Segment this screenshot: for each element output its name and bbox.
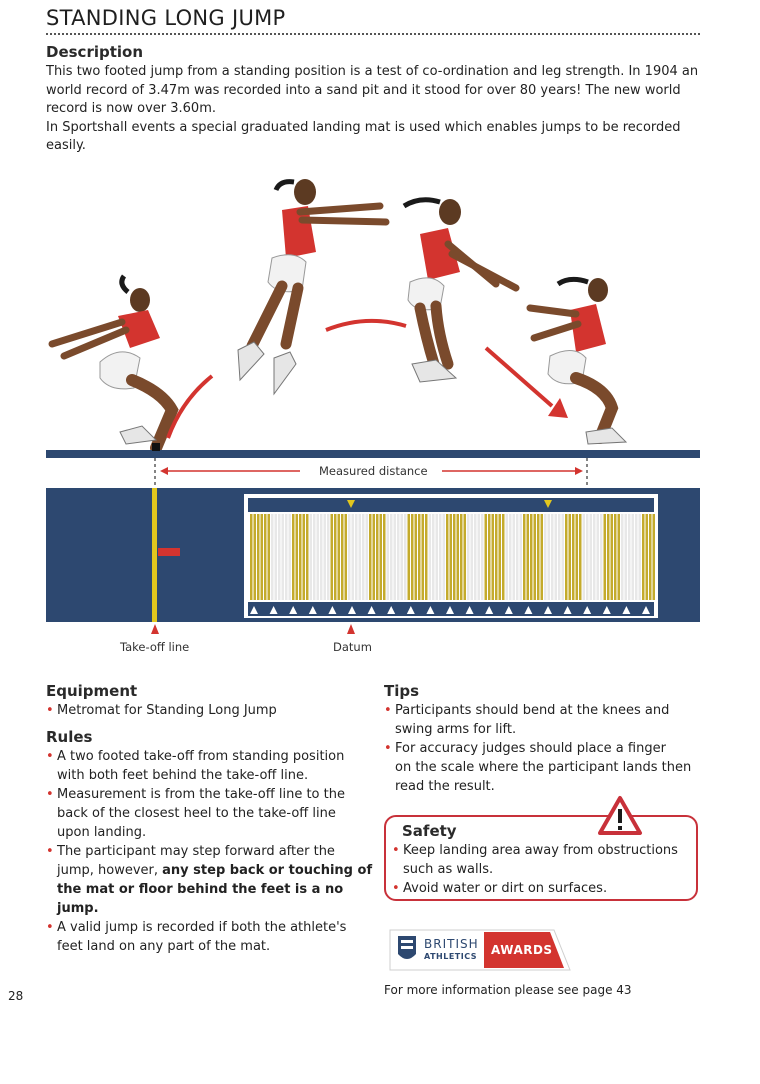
- rule-line: [57, 861, 376, 880]
- british-athletics-awards-logo: [388, 928, 572, 972]
- flight-arrow-head: [548, 398, 568, 418]
- equipment-item: • Metromat for Standing Long Jump: [46, 701, 366, 720]
- floor-line: [46, 450, 700, 458]
- tip-line: • For accuracy judges should place a finger: [395, 741, 666, 756]
- rule-item: [46, 918, 376, 956]
- tip-item: [384, 739, 700, 796]
- logo-british: BRITISH: [424, 937, 479, 951]
- rule-item: [46, 842, 376, 918]
- tip-line: on the scale where the participant lands then: [395, 760, 692, 775]
- rule-line: with both feet behind the take-off line.: [57, 768, 309, 783]
- description-text: [46, 63, 706, 156]
- equipment-list: [46, 701, 366, 720]
- equipment-heading: Equipment: [46, 682, 138, 700]
- description-line: record is now over 3.60m.: [46, 101, 216, 116]
- rule-text: jump, however,: [57, 863, 163, 878]
- measured-distance-label: Measured distance: [319, 464, 428, 478]
- takeoff-line-marker: [152, 488, 157, 622]
- takeoff-pointer: [151, 624, 159, 634]
- logo-athletics: ATHLETICS: [424, 952, 477, 961]
- tips-heading: Tips: [384, 682, 420, 700]
- page-title: STANDING LONG JUMP: [46, 6, 286, 30]
- safety-item: [392, 879, 692, 898]
- more-info-text: For more information please see page 43: [384, 983, 632, 997]
- athlete-descent-figure: [404, 199, 516, 382]
- tip-line: • Participants should bend at the knees and: [395, 703, 670, 718]
- logo-awards: AWARDS: [491, 943, 553, 957]
- takeoff-block: [152, 443, 160, 451]
- rule-item: [46, 785, 376, 842]
- athlete-flight-figure: [238, 179, 386, 394]
- rule-line: feet land on any part of the mat.: [57, 939, 271, 954]
- datum-label: Datum: [333, 640, 372, 654]
- safety-line: • Avoid water or dirt on surfaces.: [403, 881, 608, 896]
- rules-list: [46, 747, 376, 956]
- warning-icon: [597, 795, 643, 837]
- flight-arc-end: [486, 348, 552, 406]
- description-line: world record of 3.47m was recorded into a sand pit and it stood for over 80 years! The new world: [46, 82, 681, 98]
- description-heading: Description: [46, 43, 144, 61]
- safety-line: • Keep landing area away from obstructions: [403, 843, 678, 858]
- athlete-crouch-figure: [52, 276, 172, 448]
- safety-list: [392, 841, 692, 898]
- rule-line: • A valid jump is recorded if both the athlete's: [57, 920, 347, 935]
- page-number: 28: [8, 989, 24, 1003]
- flight-arc-top: [326, 321, 406, 330]
- rule-bold-text: any step back or touching of: [162, 863, 373, 878]
- takeoff-line-label: Take-off line: [120, 640, 190, 654]
- shield-icon: [398, 936, 416, 959]
- rule-line: • Measurement is from the take-off line to the: [57, 787, 345, 802]
- tips-list: [384, 701, 700, 796]
- athlete-landing-figure: [530, 278, 626, 444]
- tip-line: read the result.: [395, 779, 495, 794]
- title-rule: [46, 33, 700, 35]
- rules-heading: Rules: [46, 728, 93, 746]
- tip-line: swing arms for lift.: [395, 722, 517, 737]
- safety-heading: Safety: [402, 822, 457, 840]
- rule-line: • A two footed take-off from standing position: [57, 749, 345, 764]
- safety-item: [392, 841, 692, 879]
- datum-pointer: [347, 624, 355, 634]
- description-line: This two footed jump from a standing position is a test of co-ordination and leg strength. In 1904 an: [46, 64, 699, 79]
- rule-bold-text: the mat or floor behind the feet is a no jump.: [57, 882, 344, 916]
- rule-line: back of the closest heel to the take-off line: [57, 806, 336, 821]
- safety-line: such as walls.: [403, 862, 494, 877]
- rule-item: [46, 747, 376, 785]
- tip-item: [384, 701, 700, 739]
- rule-line: • The participant may step forward after the: [57, 844, 335, 859]
- jump-diagram: [0, 150, 760, 670]
- rule-line: upon landing.: [57, 825, 147, 840]
- description-line: In Sportshall events a special graduated landing mat is used which enables jumps to be recorded easily.: [46, 119, 681, 153]
